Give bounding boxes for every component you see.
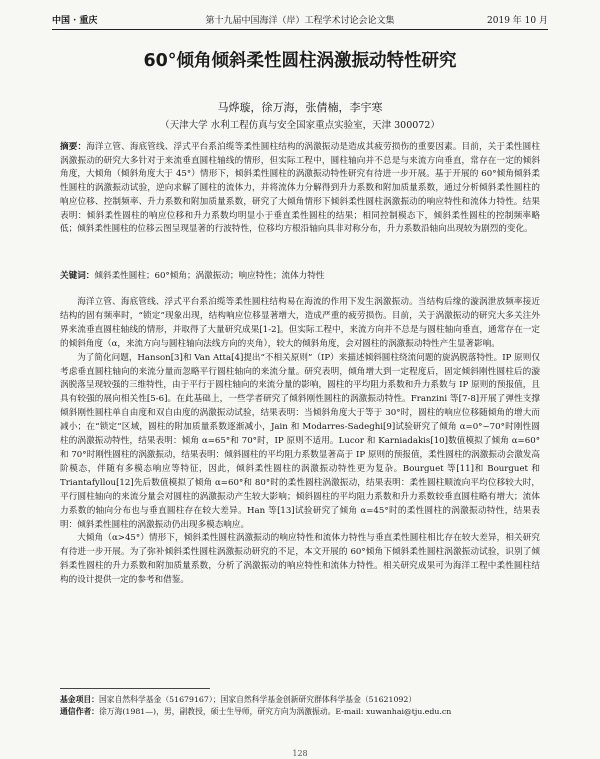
running-header	[52, 13, 548, 27]
footnote-corresponding	[60, 706, 540, 718]
page-number: 128	[292, 749, 308, 758]
footnotes	[60, 694, 540, 718]
keywords-text: 倾斜柔性圆柱；60°倾角；涡激振动；响应特性；流体力特性	[94, 271, 325, 281]
authors: 马烨璇，徐万海，张倩楠，李宇寒	[217, 101, 383, 114]
footnote-separator	[60, 688, 210, 689]
keywords	[60, 270, 540, 283]
body-paragraph-2: 为了简化问题，Hanson[3]和 Van Atta[4]提出“不相关原则”（IP）来描述倾斜圆柱绕流问题的旋涡脱落特性。IP 原则仅考虑垂直圆柱轴向的来流分量而忽略平行圆柱轴向的来流分量。研究表明，倾角增大到一定程度后，固定倾斜刚性圆柱后的漩涡脱落呈现较强的三维特性，由于平行于圆柱轴向的来流分量的影响，圆柱的平均阻力系数和升力系数与 IP 原则的预报值，且具有较强的展向相关性[5-6]。在此基础上，一些学者研究了倾斜刚性圆柱的涡激振动特性。Franzini 等[7-8]开展了弹性支撑倾斜刚性圆柱单自由度和双自由度的涡激振动试验，结果表明：当倾斜角度大于等于 30°时，圆柱的响应位移随倾角的增大而减小；在“锁定”区域，圆柱的附加质量系数逐渐减小，Jain 和 Modarres-Sadeghi[9]试验研究了倾角 α=0°~70°时刚性圆柱的涡激振动特性，结果表明：倾角 α=65°和 70°时，IP 原则不适用。Lucor 和 Karniadakis[10]数值模拟了倾角 α=60°和 70°时刚性圆柱的涡激振动，结果表明：倾斜圆柱的平均阻力系数显著高于 IP 原则的预报值，柔性圆柱的涡激振动会激发高阶模态，伴随有多模态响应等特征，因此，倾斜柔性圆柱的涡激振动特性更为复杂。Bourguet 等[11]和 Bourguet 和 Triantafyllou[12]先后数值模拟了倾角 α=60°和 80°时的柔性圆柱涡激振动，结果表明：柔性圆柱顺流向平均位移较大时，平行圆柱轴向的来流分量会对圆柱的涡激振动产生较大影响；倾斜圆柱的平均阻力系数和升力系数较垂直圆柱略有增大；流体力系数的轴向分布也与垂直圆柱存在较大差异。Han 等[13]试验研究了倾角 α=45°时的柔性圆柱的涡激振动特性，结果表明：倾斜柔性圆柱的涡激振动仍出现多模态响应。	[60, 352, 540, 530]
footnote-funding-label: 基金项目：	[60, 695, 99, 704]
header-location: 中国 · 重庆	[52, 16, 98, 26]
header-rule	[52, 29, 548, 30]
abstract-text: 海洋立管、海底管线、浮式平台系泊缆等柔性圆柱结构的涡激振动是造成其疲劳损伤的重要因素。目前，关于柔性圆柱涡激振动的研究大多针对于来流垂直圆柱轴线的情形，但实际工程中，圆柱轴向并不总是与来流方向垂直，常存在一定的倾斜角度，大倾角（倾斜角度大于 45°）情形下，倾斜柔性圆柱的涡激振动特性研究有待进一步开展。基于开展的 60°倾角倾斜柔性圆柱的涡激振动试验，逆向求解了圆柱的流体力，并将流体力分解得到升力系数和附加质量系数，通过分析倾斜柔性圆柱的响应位移、控制频率、升力系数和附加质量系数，研究了大倾角情形下倾斜柔性圆柱涡激振动的响应特性和流体力特性。结果表明：倾斜柔性圆柱的响应位移和升力系数均明显小于垂直柔性圆柱的结果；相同控制模态下，倾斜柔性圆柱的控制频率略低；倾斜柔性圆柱的位移云图呈现显著的行波特性，位移均方根沿轴向具非对称分布，升力系数沿轴向出现较为剧烈的变化。	[60, 142, 540, 235]
header-date: 2019 年 10 月	[487, 16, 548, 26]
footnote-funding	[60, 694, 540, 706]
footnote-corresponding-text: 徐万海(1981—)，男，副教授，硕士生导师，研究方向为涡激振动。E-mail: xuwanhai@tju.edu.cn	[98, 707, 452, 716]
paper-title: 60°倾角倾斜柔性圆柱涡激振动特性研究	[143, 51, 457, 71]
body-paragraph-3: 大倾角（α>45°）情形下，倾斜柔性圆柱涡激振动的响应特性和流体力特性与垂直柔性圆柱相比存在较大差异，相关研究有待进一步开展。为了弥补倾斜柔性圆柱涡激振动研究的不足，本文开展的 60°倾角下倾斜柔性圆柱涡激振动试验，识别了倾斜柔性圆柱的升力系数和附加质量系数，分析了涡激振动的响应特性和流体力特性。相关研究成果可为海洋工程中柔性圆柱结构的设计提供一定的参考和借鉴。	[60, 533, 540, 586]
header-conference: 第十九届中国海洋（岸）工程学术讨论会论文集	[205, 16, 395, 26]
body-text	[60, 296, 540, 588]
abstract	[60, 141, 540, 237]
abstract-label: 摘要：	[60, 142, 87, 152]
keywords-label: 关键词：	[60, 271, 95, 281]
body-paragraph-1: 海洋立管、海底管线、浮式平台系泊缆等柔性圆柱结构易在海流的作用下发生涡激振动。当结构后缘的漩涡泄放频率接近结构的固有频率时，“锁定”现象出现，结构响应位移显著增大，造成严重的疲劳损伤。目前，关于涡激振动的研究大多关注外界来流垂直圆柱轴线的情形，并取得了大量研究成果[1-2]。但实际工程中，来流方向并不总是与圆柱轴向垂直，通常存在一定的倾斜角度（α，来流方向与圆柱轴向法线方向的夹角），较大的倾斜角度，会对圆柱的涡激振动特性产生显著影响。	[60, 297, 540, 349]
affiliation: （天津大学 水利工程仿真与安全国家重点实验室，天津 300072）	[160, 120, 440, 131]
footnote-corresponding-label: 通信作者：	[60, 707, 99, 716]
footnote-funding-text: 国家自然科学基金（51679167）；国家自然科学基金创新研究群体科学基金（51621092）	[98, 695, 417, 704]
